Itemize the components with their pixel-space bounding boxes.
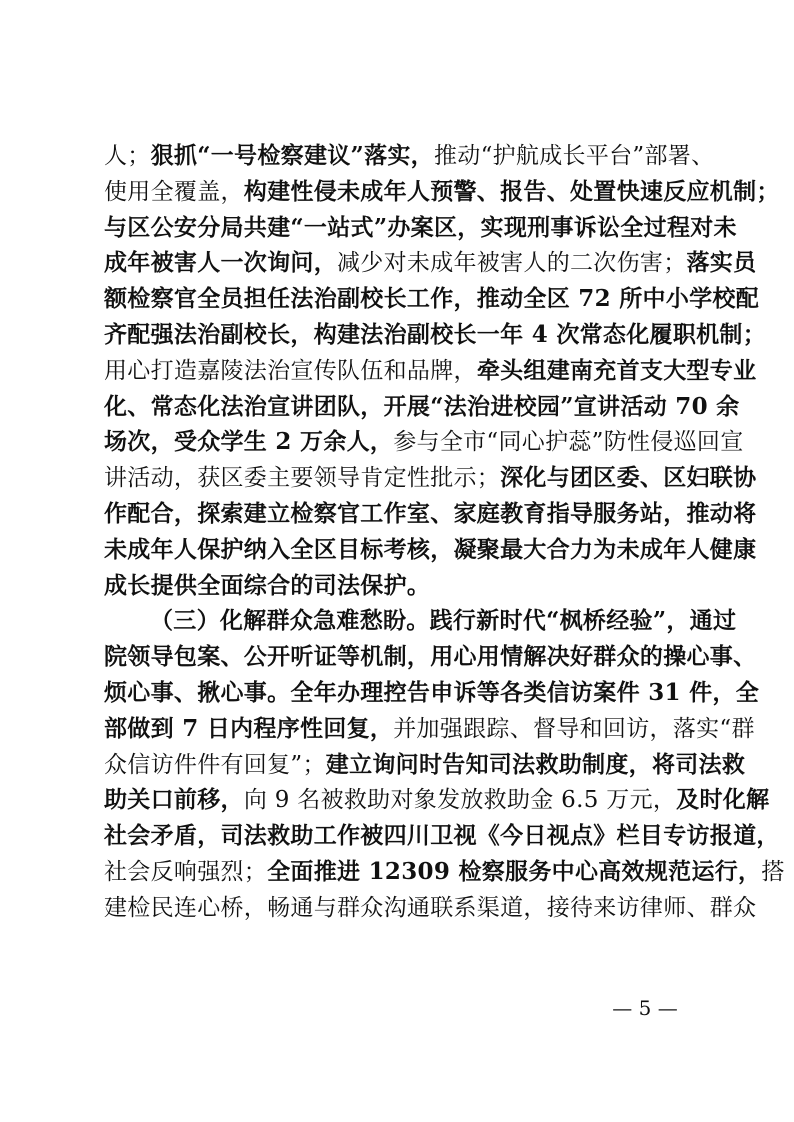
bold-text-run: 额检察官全员担任法治副校长工作，推动全区 72 所中小学校配 — [104, 285, 760, 313]
bold-text-run: 牵头组建南充首支大型专业 — [476, 356, 757, 384]
text-line — [150, 603, 737, 639]
bold-text-run: 落实员 — [686, 249, 757, 277]
bold-text-run: 狠抓“一号检察建议”落实， — [150, 142, 434, 169]
text-line — [104, 174, 780, 210]
text-line — [104, 389, 740, 425]
text-line — [104, 245, 757, 281]
text-run: 众信访件件有回复”； — [104, 751, 326, 778]
text-run: 讲活动，获区委主要领导肯定性批示； — [104, 465, 501, 492]
bold-text-run: 成年被害人一次询问， — [104, 249, 337, 277]
text-line — [104, 782, 770, 818]
text-line — [104, 854, 785, 890]
bold-text-run: 部做到 7 日内程序性回复， — [104, 714, 394, 742]
bold-text-run: 构建性侵未成年人预警、报告、处置快速反应机制； — [243, 177, 780, 205]
bold-text-run: 院领导包案、公开听证等机制，用心用情解决好群众的操心事、 — [104, 643, 757, 671]
page-number: — 5 — — [612, 996, 678, 1020]
text-line — [104, 353, 757, 389]
text-run: 人； — [104, 143, 151, 169]
text-line — [104, 639, 757, 675]
bold-text-run: 作配合，探索建立检察官工作室、家庭教育指导服务站，推动将 — [104, 500, 757, 527]
bold-text-run: 未成年人保护纳入全区目标考核，凝聚最大合力为未成年人健康 — [104, 535, 757, 563]
text-line — [104, 210, 737, 246]
text-line — [104, 711, 755, 747]
bold-text-run: 深化与团区委、区妇联协 — [500, 464, 757, 492]
bold-text-run: （三）化解群众急难愁盼。践行新时代“枫桥经验”，通过 — [150, 607, 737, 635]
bold-text-run: 齐配强法治副校长，构建法治副校长一年 4 次常态化履职机制； — [104, 321, 767, 348]
text-run: 并加强跟踪、督导和回访，落实“群 — [393, 715, 755, 742]
bold-text-run: 与区公安分局共建“一站式”办案区，实现刑事诉讼全过程对未 — [104, 213, 737, 241]
text-run: 减少对未成年被害人的二次伤害； — [337, 250, 687, 277]
text-run: 建检民连心桥，畅通与群众沟通联系渠道，接待来访律师、群众 — [104, 894, 757, 921]
text-run: 搭 — [761, 859, 785, 885]
text-run: 使用全覆盖， — [104, 178, 244, 205]
text-run: 向 9 名被救助对象发放救助金 6.5 万元， — [243, 787, 677, 814]
text-line — [104, 818, 780, 854]
text-line — [104, 460, 757, 496]
bold-text-run: 社会矛盾，司法救助工作被四川卫视《今日视点》栏目专访报道， — [104, 822, 780, 850]
text-line — [104, 532, 757, 568]
text-line — [104, 424, 744, 460]
bold-text-run: 场次，受众学生 2 万余人， — [104, 428, 394, 456]
text-line — [104, 568, 690, 604]
text-run: 参与全市“同心护蕊”防性侵巡回宣 — [393, 429, 744, 456]
text-line — [104, 890, 757, 926]
text-run: 推动“护航成长平台”部署、 — [433, 143, 715, 169]
bold-text-run: 全面推进 12309 检察服务中心高效规范运行， — [267, 858, 762, 885]
bold-text-run: 成长提供全面综合的司法保护。 — [104, 571, 431, 599]
bold-text-run: 烦心事、揪心事。全年办理控告申诉等各类信访案件 31 件，全 — [104, 679, 760, 706]
text-run: 社会反响强烈； — [104, 859, 268, 885]
text-line — [104, 675, 760, 711]
bold-text-run: 助关口前移， — [104, 786, 244, 814]
text-line — [104, 138, 715, 174]
bold-text-run: 建立询问时告知司法救助制度，将司法救 — [325, 750, 746, 778]
text-line — [104, 317, 767, 353]
text-line — [104, 281, 760, 317]
bold-text-run: 化、常态化法治宣讲团队，开展“法治进校园”宣讲活动 70 余 — [104, 392, 740, 420]
bold-text-run: 及时化解 — [676, 786, 770, 814]
text-run: 用心打造嘉陵法治宣传队伍和品牌， — [104, 357, 477, 384]
text-line — [104, 496, 757, 532]
text-line — [104, 747, 746, 783]
